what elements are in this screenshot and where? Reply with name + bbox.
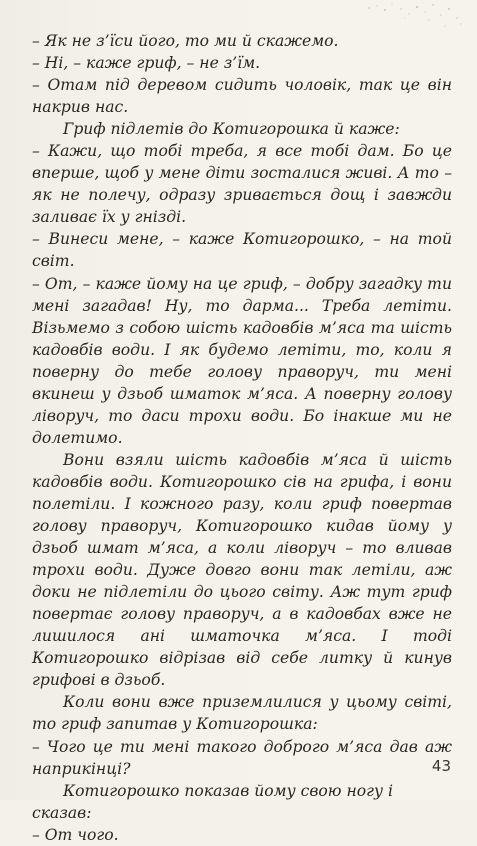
narration-paragraph: Котигорошко показав йому свою ногу і сказав:: [32, 781, 394, 822]
narration-paragraph: Вони взяли шість кадовбів м’яса й шість кадовбів води. Котигорошко сів на грифа, і вони полетіли. І кожного разу, коли гриф повертав голову праворуч, Котигорошко кидав йому у дзьоб шмат м’яса, а коли ліворуч – то вливав трохи води. Дуже довго вони так летіли, аж доки не підлетіли до цього світу. Аж тут гриф повертає голову праворуч, а в кадовбах вже не лишилося ані шматочка м’яса. І тоді Котигорошко відрізав від себе литку й кинув грифові в дзьоб.: [32, 450, 452, 690]
dialogue-line: – Отам під деревом сидить чоловік, так це він накрив нас.: [32, 76, 452, 117]
dialogue-line: – Як не з’їси його, то ми й скажемо.: [32, 32, 339, 50]
dialogue-line: – От чого.: [32, 825, 119, 844]
page-number: 43: [431, 757, 451, 775]
dialogue-line: – От, – каже йому на це гриф, – добру загадку ти мені загадав! Ну, то дарма... Треба летіти. Візьмемо з собою шість кадовбів м’яса та шість кадовбів води. І як будемо летіти, то, коли я поверну до тебе голову праворуч, ти мені вкинеш у дзьоб шматок м’яса. А поверну голову ліворуч, то даси трохи води. Бо інакше ми не долетимо.: [32, 274, 452, 447]
story-text: [32, 30, 452, 846]
narration-paragraph: Гриф підлетів до Котигорошка й каже:: [63, 120, 400, 139]
dialogue-line: – Ні, – каже гриф, – не з’їм.: [32, 54, 261, 73]
paper-speckle-decoration: [357, 0, 467, 30]
dialogue-line: – Кажи, що тобі треба, я все тобі дам. Бо це вперше, щоб у мене діти зосталися живі. А то – як не полечу, одразу зривається дощ і завжди заливає їх у гнізді.: [32, 142, 452, 227]
dialogue-line: – Чого це ти мені такого доброго м’яса дав аж наприкінці?: [32, 737, 452, 778]
narration-paragraph: Коли вони вже приземлилися у цьому світі, то гриф запитав у Котигорошка:: [32, 693, 452, 734]
dialogue-line: – Винеси мене, – каже Котигорошко, – на той світ.: [32, 230, 452, 271]
